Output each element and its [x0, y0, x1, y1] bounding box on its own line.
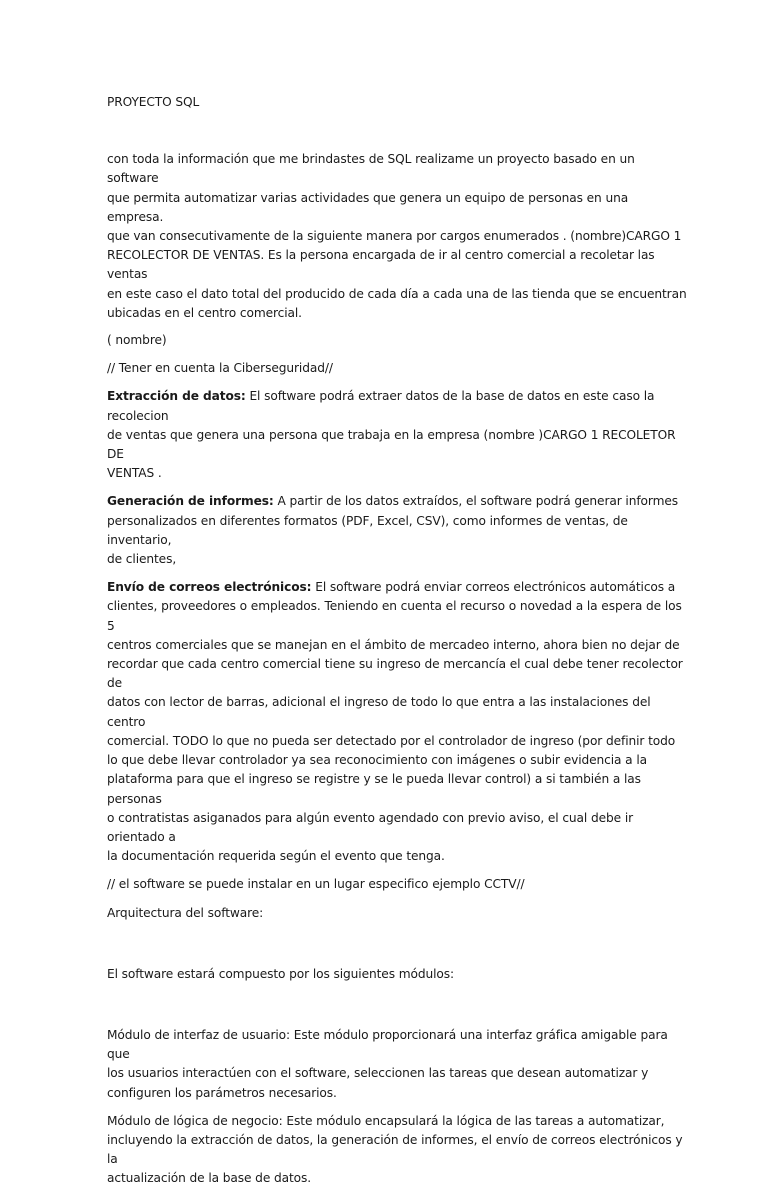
correos-line: recordar que cada centro comercial tiene su ingreso de mercancía el cual debe tener recolector de: [107, 657, 683, 691]
modulos-intro: El software estará compuesto por los siguientes módulos:: [107, 966, 455, 981]
extraccion-paragraph: [107, 387, 688, 483]
correos-paragraph: [107, 578, 688, 866]
modulo-interfaz-line: Módulo de interfaz de usuario: Este módulo proporcionará una interfaz gráfica amigable para que: [107, 1027, 668, 1062]
correos-line: El software podrá enviar correos electrónicos automáticos a: [311, 580, 676, 595]
correos-line: plataforma para que el ingreso se registre y se le pueda llevar control) a si también a las personas: [107, 772, 641, 806]
correos-line: o contratistas asiganados para algún evento agendado con previo aviso, el cual debe ir orientado a: [107, 810, 634, 844]
arquitectura-heading: Arquitectura del software:: [107, 905, 264, 920]
extraccion-label: Extracción de datos:: [107, 389, 246, 404]
informes-line: A partir de los datos extraídos, el software podrá generar informes: [273, 494, 678, 509]
ciberseguridad-note: // Tener en cuenta la Ciberseguridad//: [107, 361, 333, 376]
extraccion-line: VENTAS .: [107, 466, 162, 481]
modulo-logica-line: incluyendo la extracción de datos, la generación de informes, el envío de correos electrónicos y la: [107, 1132, 683, 1167]
correos-line: centros comerciales que se manejan en el ámbito de mercadeo interno, ahora bien no dejar de: [107, 637, 680, 652]
modulo-interfaz-line: los usuarios interactúen con el software, seleccionen las tareas que desean automatizar y: [107, 1066, 649, 1081]
correos-line: datos con lector de barras, adicional el ingreso de todo lo que entra a las instalaciones del centro: [107, 695, 651, 729]
modulo-logica-paragraph: [107, 1112, 688, 1189]
intro-line: que permita automatizar varias actividades que genera un equipo de personas en una empresa.: [107, 190, 629, 224]
modulo-interfaz-paragraph: [107, 1026, 688, 1103]
modulo-interfaz-line: configuren los parámetros necesarios.: [107, 1085, 337, 1100]
informes-paragraph: [107, 492, 688, 569]
intro-line: que van consecutivamente de la siguiente manera por cargos enumerados . (nombre)CARGO 1: [107, 229, 682, 244]
document-title: PROYECTO SQL: [107, 95, 200, 109]
informes-line: personalizados en diferentes formatos (PDF, Excel, CSV), como informes de ventas, de inventario,: [107, 513, 628, 547]
correos-line: comercial. TODO lo que no pueda ser detectado por el controlador de ingreso (por definir todo: [107, 733, 676, 748]
intro-paragraph: [107, 150, 688, 323]
informes-line: de clientes,: [107, 552, 177, 567]
intro-line: ubicadas en el centro comercial.: [107, 305, 302, 320]
intro-line: RECOLECTOR DE VENTAS. Es la persona encargada de ir al centro comercial a recoletar las ventas: [107, 248, 655, 282]
correos-line: la documentación requerida según el evento que tenga.: [107, 849, 445, 864]
correos-line: clientes, proveedores o empleados. Teniendo en cuenta el recurso o novedad a la espera de los 5: [107, 599, 682, 633]
cctv-note: // el software se puede instalar en un lugar especifico ejemplo CCTV//: [107, 877, 525, 892]
extraccion-line: de ventas que genera una persona que trabaja en la empresa (nombre )CARGO 1 RECOLETOR DE: [107, 427, 676, 462]
modulo-logica-line: actualización de la base de datos.: [107, 1171, 312, 1186]
correos-line: lo que debe llevar controlador ya sea reconocimiento con imágenes o subir evidencia a la: [107, 753, 647, 768]
intro-line: en este caso el dato total del producido de cada día a cada una de las tienda que se encuentran: [107, 286, 687, 301]
modulo-logica-line: Módulo de lógica de negocio: Este módulo encapsulará la lógica de las tareas a automatizar,: [107, 1113, 665, 1128]
correos-label: Envío de correos electrónicos:: [107, 580, 312, 595]
intro-line: con toda la información que me brindastes de SQL realizame un proyecto basado en un software: [107, 152, 635, 186]
informes-label: Generación de informes:: [107, 494, 274, 509]
extraccion-line: El software podrá extraer datos de la base de datos en este caso la recolecion: [107, 389, 655, 423]
nombre-line: ( nombre): [107, 333, 167, 348]
